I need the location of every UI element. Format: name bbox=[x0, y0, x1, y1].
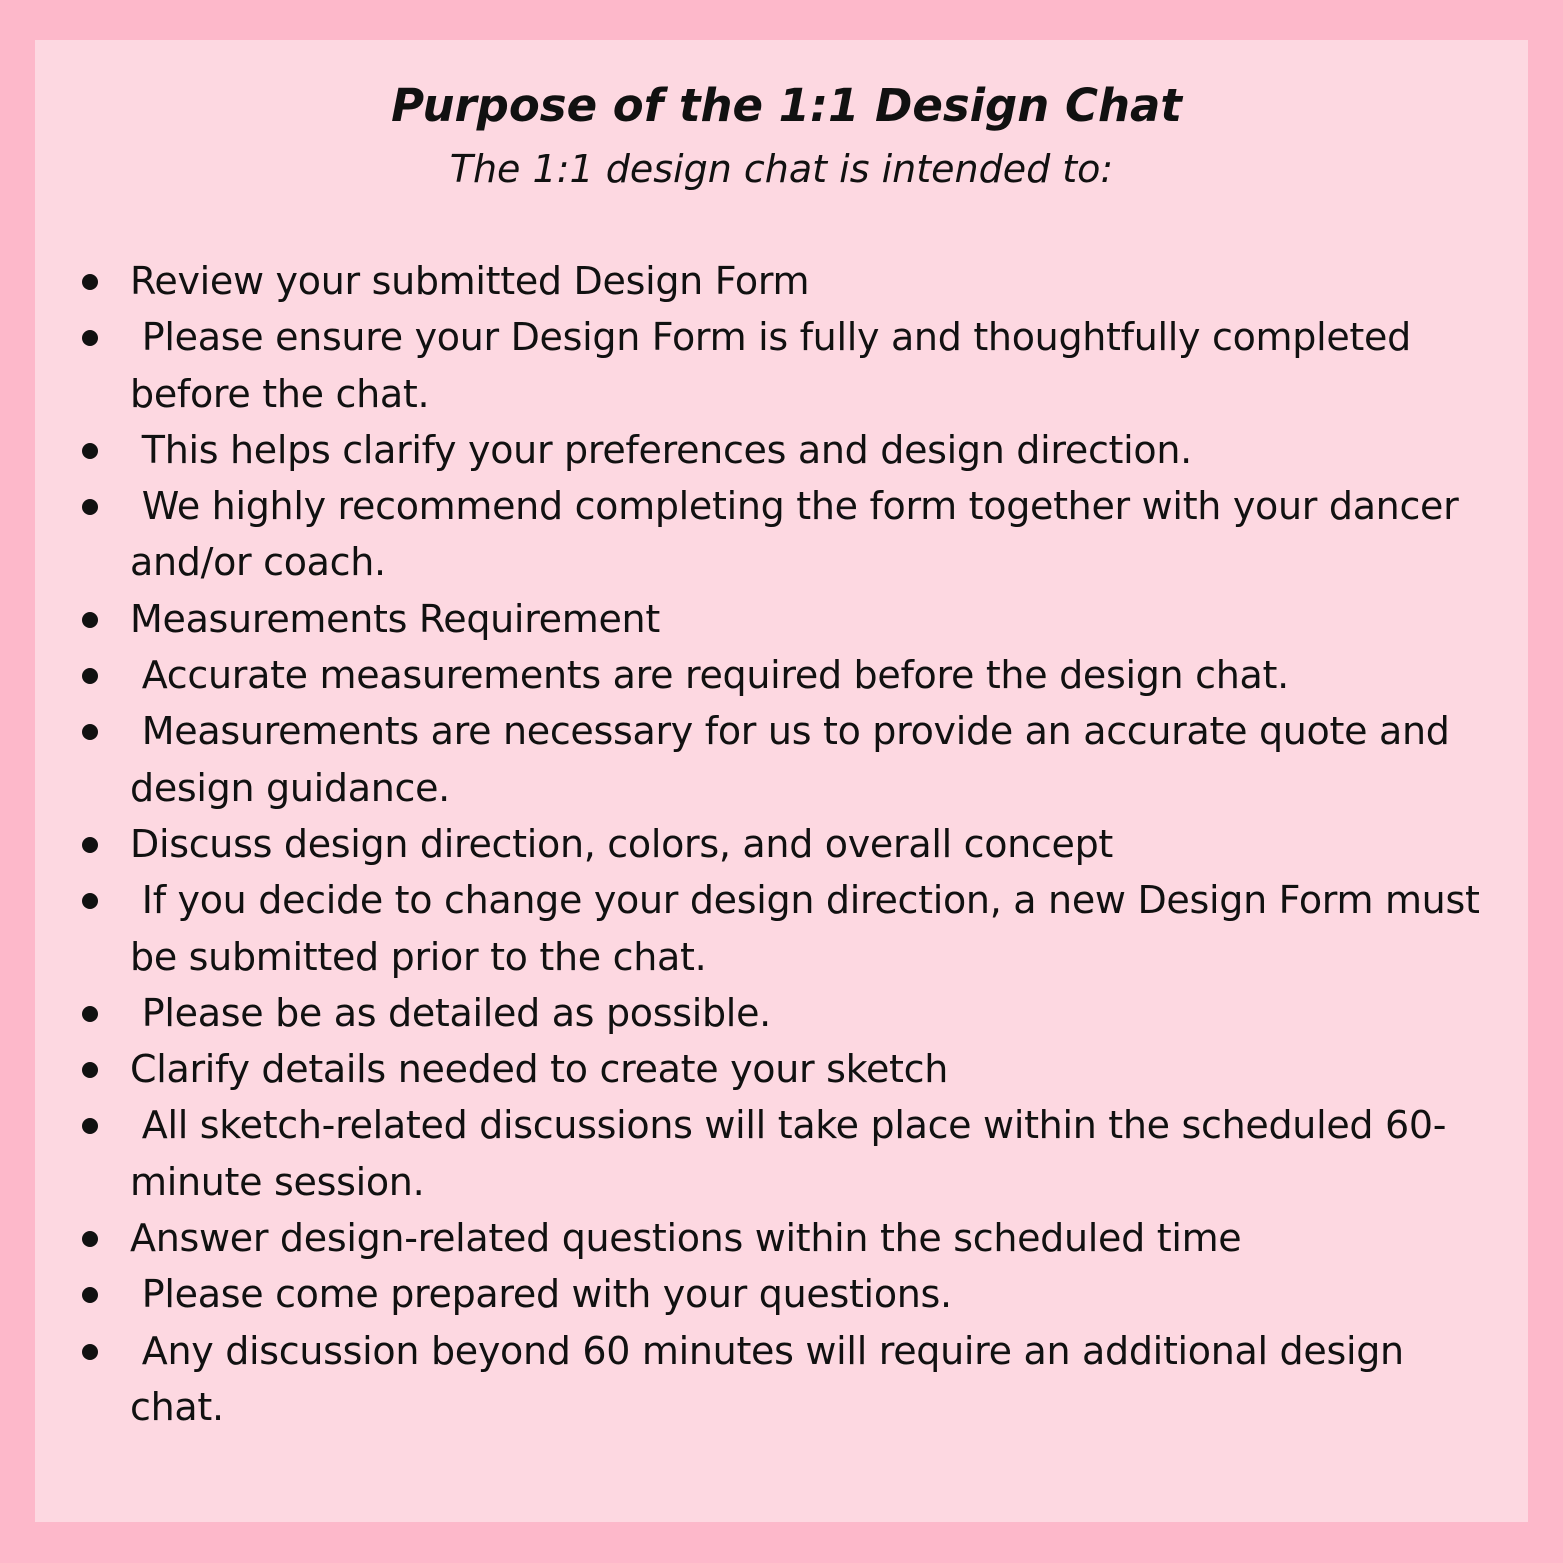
bullet-icon bbox=[82, 499, 98, 515]
list-item bbox=[0, 591, 1563, 647]
list-item bbox=[0, 1041, 1563, 1097]
list-item-text: Measurements are necessary for us to provide an accurate quote and design guidance. bbox=[130, 709, 1462, 810]
list-item-text: Review your submitted Design Form bbox=[130, 259, 810, 303]
list-item bbox=[0, 309, 1563, 422]
list-item-text: Please come prepared with your questions. bbox=[130, 1272, 952, 1317]
bullet-icon bbox=[82, 724, 98, 740]
list-item-text: Clarify details needed to create your sketch bbox=[130, 1047, 949, 1092]
bullet-icon bbox=[82, 837, 98, 853]
bullet-icon bbox=[82, 1287, 98, 1303]
bullet-icon bbox=[82, 1118, 98, 1134]
list-item bbox=[0, 985, 1563, 1041]
list-item-text: Accurate measurements are required before the design chat. bbox=[130, 653, 1289, 698]
list-item-text: If you decide to change your design direction, a new Design Form must be submitted prior to the chat. bbox=[130, 878, 1492, 979]
list-item bbox=[0, 816, 1563, 872]
bullet-icon bbox=[82, 1344, 98, 1360]
list-item bbox=[0, 422, 1563, 478]
list-item bbox=[0, 1210, 1563, 1266]
list-item-text: Please be as detailed as possible. bbox=[130, 990, 771, 1035]
list-item bbox=[0, 703, 1563, 816]
bullet-icon bbox=[82, 1231, 98, 1247]
bullet-icon bbox=[82, 612, 98, 628]
list-item bbox=[0, 1266, 1563, 1322]
list-item-text: Answer design-related questions within the scheduled time bbox=[130, 1216, 1242, 1261]
page-title: Purpose of the 1:1 Design Chat bbox=[391, 79, 1182, 132]
page-subtitle: The 1:1 design chat is intended to: bbox=[449, 147, 1114, 191]
list-item bbox=[0, 1097, 1563, 1210]
list-item bbox=[0, 253, 1563, 309]
list-item bbox=[0, 478, 1563, 591]
list-item-text: All sketch-related discussions will take place within the scheduled 60-minute session. bbox=[130, 1103, 1447, 1204]
list-item bbox=[0, 647, 1563, 703]
bullet-icon bbox=[82, 1006, 98, 1022]
bullet-icon bbox=[82, 330, 98, 346]
list-item-text: Please ensure your Design Form is fully and thoughtfully completed before the chat. bbox=[130, 315, 1423, 416]
list-item-text: Any discussion beyond 60 minutes will require an additional design chat. bbox=[130, 1328, 1416, 1429]
bullet-list bbox=[0, 253, 1563, 1435]
bullet-icon bbox=[82, 274, 98, 290]
bullet-icon bbox=[82, 893, 98, 909]
list-item-text: We highly recommend completing the form together with your dancer and/or coach. bbox=[130, 484, 1471, 585]
list-item bbox=[0, 872, 1563, 985]
bullet-icon bbox=[82, 668, 98, 684]
bullet-icon bbox=[82, 443, 98, 459]
bullet-icon bbox=[82, 1062, 98, 1078]
list-item-text: Measurements Requirement bbox=[130, 596, 660, 641]
list-item bbox=[0, 1323, 1563, 1436]
list-item-text: Discuss design direction, colors, and overall concept bbox=[130, 821, 1114, 866]
list-item-text: This helps clarify your preferences and design direction. bbox=[130, 427, 1192, 472]
